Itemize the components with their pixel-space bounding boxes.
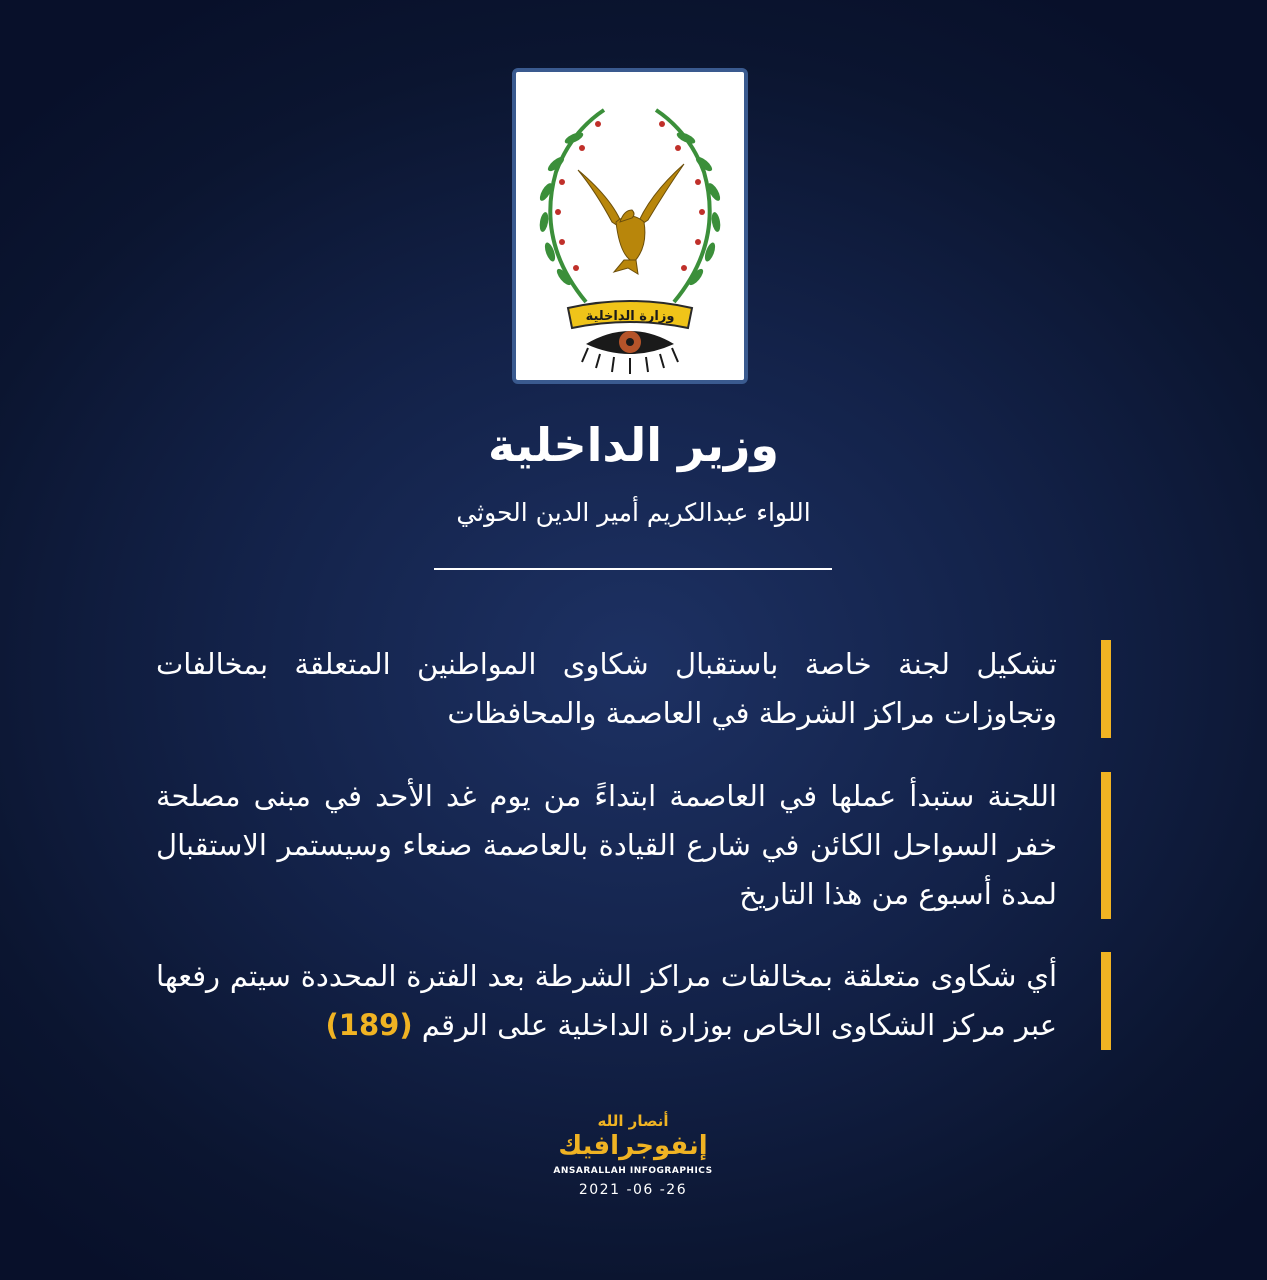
point-item — [156, 952, 1111, 1050]
emblem-frame — [512, 68, 748, 384]
date-text: 2021 -06 -26 — [578, 1182, 688, 1198]
point-text-with-number — [156, 952, 1057, 1050]
page-subtitle: اللواء عبدالكريم أمير الدين الحوثي — [456, 498, 811, 527]
brand-small-text: أنصار الله — [597, 1112, 669, 1130]
point-text: أي شكاوى متعلقة بمخالفات مراكز الشرطة بعد الفترة المحددة سيتم رفعها عبر مركز الشكاوى الخاص بوزارة الداخلية على الرقم — [156, 959, 1057, 1042]
eye-icon — [582, 331, 678, 374]
eagle-icon — [578, 164, 684, 274]
complaint-number: (189) — [325, 1008, 413, 1042]
point-item — [156, 772, 1111, 919]
page-title: وزير الداخلية — [488, 418, 779, 472]
ribbon-text: وزارة الداخلية — [585, 309, 675, 324]
divider — [434, 568, 832, 570]
emblem-icon — [516, 72, 744, 380]
point-item — [156, 640, 1111, 738]
point-text: اللجنة ستبدأ عملها في العاصمة ابتداءً من يوم غد الأحد في مبنى مصلحة خفر السواحل الكائن في شارع القيادة بالعاصمة صنعاء وسيستمر الاستقبال لمدة أسبوع من هذا التاريخ — [156, 779, 1057, 911]
footer-logo — [533, 1112, 733, 1200]
brand-english-text: ANSARALLAH INFOGRAPHICS — [553, 1166, 713, 1176]
brand-big-text: إنفوجرافيك — [558, 1131, 708, 1161]
point-text: تشكيل لجنة خاصة باستقبال شكاوى المواطنين المتعلقة بمخالفات وتجاوزات مراكز الشرطة في العاصمة والمحافظات — [156, 647, 1057, 730]
